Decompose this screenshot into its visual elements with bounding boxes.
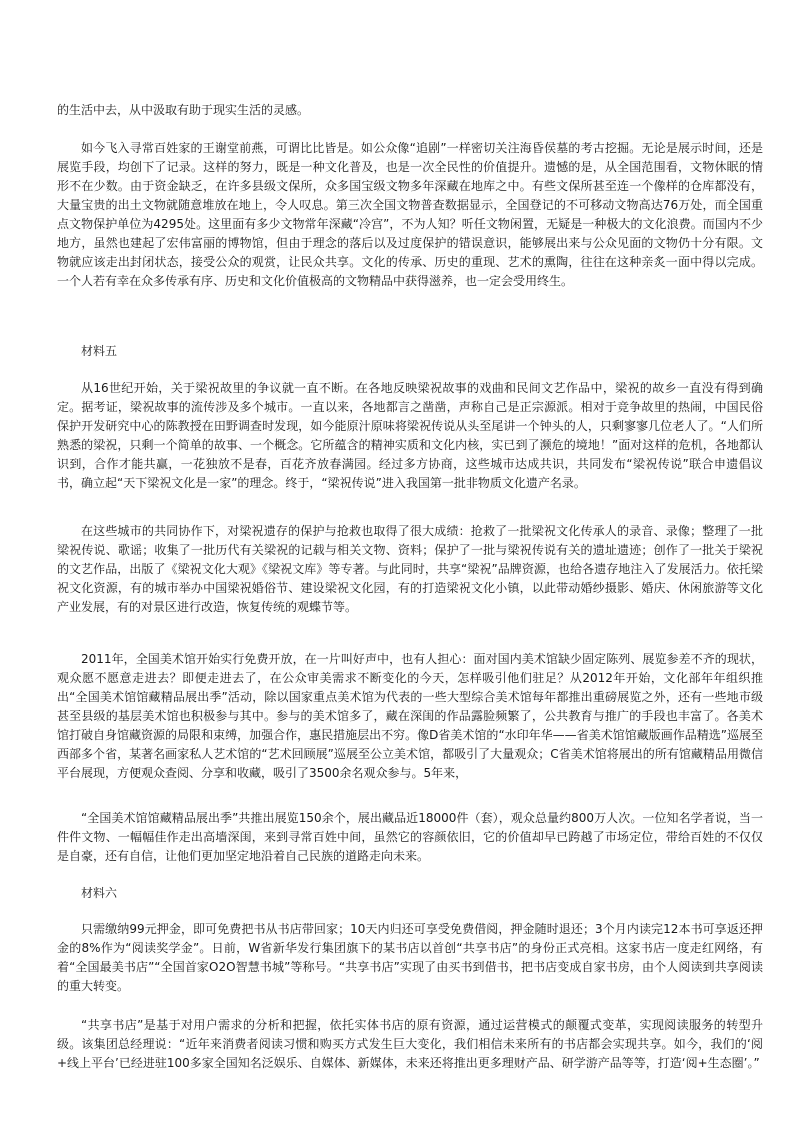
paragraph-shared-bookstore-model: “共享书店”是基于对用户需求的分析和把握，依托实体书店的原有资源，通过运营模式的颠覆式变革，实现阅读服务的转型升级。该集团总经理说：“近年来消费者阅读习惯和购买方式发生巨大变化，我们相信未来所有的书店都会实现共享。如今，我们的‘阅+线上平台’已经进驻100多家全国知名泛娱乐、自媒体、新媒体，未来还将推出更多理财产品、研学游产品等等，打造‘阅+生态圈’。” [57, 1018, 763, 1070]
paragraph-cultural-relics: 如今飞入寻常百姓家的王谢堂前燕，可谓比比皆是。如公众像“追剧”一样密切关注海昏侯墓的考古挖掘。无论是展示时间，还是展览手段，均创下了记录。这样的努力，既是一种文化普及，也是一次全民性的价值提升。遗憾的是，从全国范围看，文物休眠的情形不在少数。由于资金缺乏，在许多县级文保所，众多国宝级文物多年深藏在地库之中。有些文保所甚至连一个像样的仓库都没有，大量宝贵的出土文物就随意堆放在地上，令人叹息。第三次全国文物普查数据显示，全国登记的不可移动文物高达76万处，而全国重点文物保护单位为4295处。这里面有多少文物常年深藏“冷宫”，不为人知？听任文物闲置，无疑是一种极大的文化浪费。而国内不少地方，虽然也建起了宏伟富丽的博物馆，但由于理念的落后以及过度保护的错误意识，能够展出来与公众见面的文物仍十分有限。文物就应该走出封闭状态，接受公众的观赏，让民众共享。文化的传承、历史的重现、艺术的熏陶，往往在这种亲炙一面中得以完成。一个人若有幸在众多传承有序、历史和文化价值极高的文物精品中获得滋养，也一定会受用终生。 [57, 141, 763, 288]
paragraph-shared-bookstore: 只需缴纳99元押金，即可免费把书从书店带回家；10天内归还可享受免费借阅，押金随时退还；3个月内读完12本书可享返还押金的8%作为“阅读奖学金”。日前，W省新华发行集团旗下的某书店以首创“共享书店”的身份正式亮相。这家书店一度走红网络，有着“全国最美书店”“全国首家O2O智慧书城”等称号。“共享书店”实现了由买书到借书，把书店变成自家书房，由个人阅读到共享阅读的重大转变。 [57, 922, 763, 993]
section-heading-material-6: 材料六 [81, 886, 118, 900]
section-heading-material-5: 材料五 [81, 344, 118, 358]
paragraph-exhibition-season: “全国美术馆馆藏精品展出季”共推出展览150余个，展出藏品近18000件（套），观众总量约800万人次。一位知名学者说，当一件件文物、一幅幅佳作走出高墙深闺，来到寻常百姓中间，虽然它的容颜依旧，它的价值却早已跨越了市场定位，带给百姓的不仅仅是自豪，还有自信，让他们更加坚定地沿着自己民族的道路走向未来。 [57, 811, 763, 863]
paragraph-art-museums: 2011年，全国美术馆开始实行免费开放，在一片叫好声中，也有人担心：面对国内美术馆缺少固定陈列、展览参差不齐的现状，观众愿不愿意走进去？即便走进去了，在公众审美需求不断变化的今天，怎样吸引他们驻足？从2012年开始，文化部年年组织推出“全国美术馆馆藏精品展出季”活动，除以国家重点美术馆为代表的一些大型综合美术馆每年都推出重磅展览之外，还有一些地市级甚至县级的基层美术馆也积极参与其中。参与的美术馆多了，藏在深闺的作品露脸频繁了，公共教育与推广的手段也丰富了。各美术馆打破自身馆藏资源的局限和束缚，加强合作，惠民措施层出不穷。像D省美术馆的“水印年华——省美术馆馆藏版画作品精选”巡展至西部多个省，某著名画家私人艺术馆的“艺术回顾展”巡展至公立美术馆，都吸引了大量观众；C省美术馆将展出的所有馆藏精品用微信平台展现，方便观众查阅、分享和收藏，吸引了3500余名观众参与。5年来， [57, 652, 763, 780]
paragraph-continuation: 的生活中去，从中汲取有助于现实生活的灵感。 [57, 103, 310, 117]
paragraph-liangzhu-dispute: 从16世纪开始，关于梁祝故里的争议就一直不断。在各地反映梁祝故事的戏曲和民间文艺作品中，梁祝的故乡一直没有得到确定。据考证，梁祝故事的流传涉及多个城市。一直以来，各地都言之凿凿，声称自己是正宗源派。相对于竞争故里的热闹，中国民俗保护开发研究中心的陈教授在田野调查时发现，如今能原汁原味将梁祝传说从头至尾讲一个钟头的人，只剩寥寥几位老人了。“人们所熟悉的梁祝，只剩一个简单的故事、一个概念。它所蕴含的精神实质和文化内核，实已到了濒危的境地！”面对这样的危机，各地都认识到，合作才能共赢，一花独放不是春，百花齐放春满园。经过多方协商，这些城市达成共识，共同发布“梁祝传说”联合申遗倡议书，确立起“天下梁祝文化是一家”的理念。终于，“梁祝传说”进入我国第一批非物质文化遗产名录。 [57, 381, 763, 490]
paragraph-liangzhu-protection: 在这些城市的共同协作下，对梁祝遗存的保护与抢救也取得了很大成绩：抢救了一批梁祝文化传承人的录音、录像；整理了一批梁祝传说、歌谣；收集了一批历代有关梁祝的记载与相关文物、资料；保护了一批与梁祝传说有关的遗址遗迹；创作了一批关于梁祝的文艺作品，出版了《梁祝文化大观》《梁祝文库》等专著。与此同时，共享“梁祝”品牌资源，也给各遗存地注入了发展活力。依托梁祝文化资源，有的城市举办中国梁祝婚俗节、建设梁祝文化园，有的打造梁祝文化小镇，以此带动婚纱摄影、婚庆、休闲旅游等文化产业发展，有的对景区进行改造，恢复传统的观蝶节等。 [57, 524, 763, 614]
